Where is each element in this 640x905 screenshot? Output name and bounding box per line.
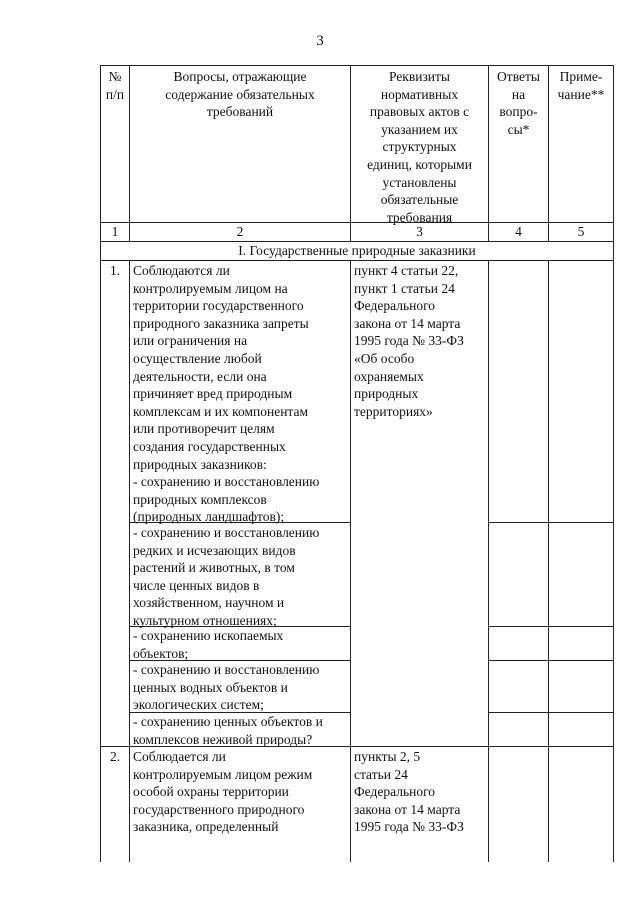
colnum-4: 4 <box>515 224 522 239</box>
page-number: 3 <box>316 33 324 49</box>
colnum-2: 2 <box>236 224 244 239</box>
row1-answer-cell <box>488 260 549 523</box>
row2-requisite: пункты 2, 5 статьи 24 Федерального закона от 14 марта 1995 года № 33-ФЗ <box>354 749 464 835</box>
header-note: Приме- чание** <box>557 69 605 102</box>
row1-note-cell <box>548 260 614 523</box>
row1-sub4-note-cell <box>548 712 614 747</box>
row2-answer-cell <box>488 746 549 862</box>
header-requisites: Реквизиты нормативных правовых актов с указанием их структурных единиц, которыми установлены обязательные требования <box>367 69 472 225</box>
row1-num-cell <box>100 260 130 747</box>
colnum-5: 5 <box>577 224 585 239</box>
section-title: I. Государственные природные заказники <box>238 243 476 258</box>
header-questions: Вопросы, отражающие содержание обязательных требований <box>165 69 315 120</box>
row1-sub1: - сохранению и восстановлению редких и исчезающих видов растений и животных, в том числе ценных видов в хозяйственном, научном и культурном отношениях; <box>133 525 320 628</box>
colnum-1: 1 <box>111 224 119 239</box>
row2-question: Соблюдается ли контролируемым лицом режим особой охраны территории государственного природного заказника, определенный <box>133 749 313 835</box>
requirements-table <box>100 65 614 862</box>
header-num: № п/п <box>105 69 125 102</box>
row2-note-cell <box>548 746 614 862</box>
row1-sub2: - сохранению ископаемых объектов; <box>133 628 284 661</box>
row1-requisite: пункт 4 статьи 22, пункт 1 статьи 24 Федерального закона от 14 марта 1995 года № 33-ФЗ «Об особо охраняемых природных территориях» <box>354 263 464 419</box>
row1-sub1-note-cell <box>548 522 614 627</box>
row1-sub2-answer-cell <box>488 626 549 661</box>
row1-sub4-answer-cell <box>488 712 549 747</box>
row1-sub1-answer-cell <box>488 522 549 627</box>
row1-num: 1. <box>109 263 121 278</box>
header-answers: Ответы на вопро- сы* <box>497 69 540 137</box>
row2-num: 2. <box>109 749 121 764</box>
colnum-3: 3 <box>416 224 423 239</box>
row1-sub4: - сохранению ценных объектов и комплексов неживой природы? <box>133 714 323 747</box>
row1-sub3-answer-cell <box>488 660 549 713</box>
row1-sub3-note-cell <box>548 660 614 713</box>
row1-question: Соблюдаются ли контролируемым лицом на территории государственного природного заказника запреты или ограничения на осуществление любой деятельности, если она причиняет вред природным комплексам и их компонентам или противоречит целям создания государственных природных заказников: - сохранению и восстановлению природных комплексов (природных ландшафтов); <box>133 263 320 525</box>
row1-sub3: - сохранению и восстановлению ценных водных объектов и экологических систем; <box>133 662 320 713</box>
row1-sub2-note-cell <box>548 626 614 661</box>
